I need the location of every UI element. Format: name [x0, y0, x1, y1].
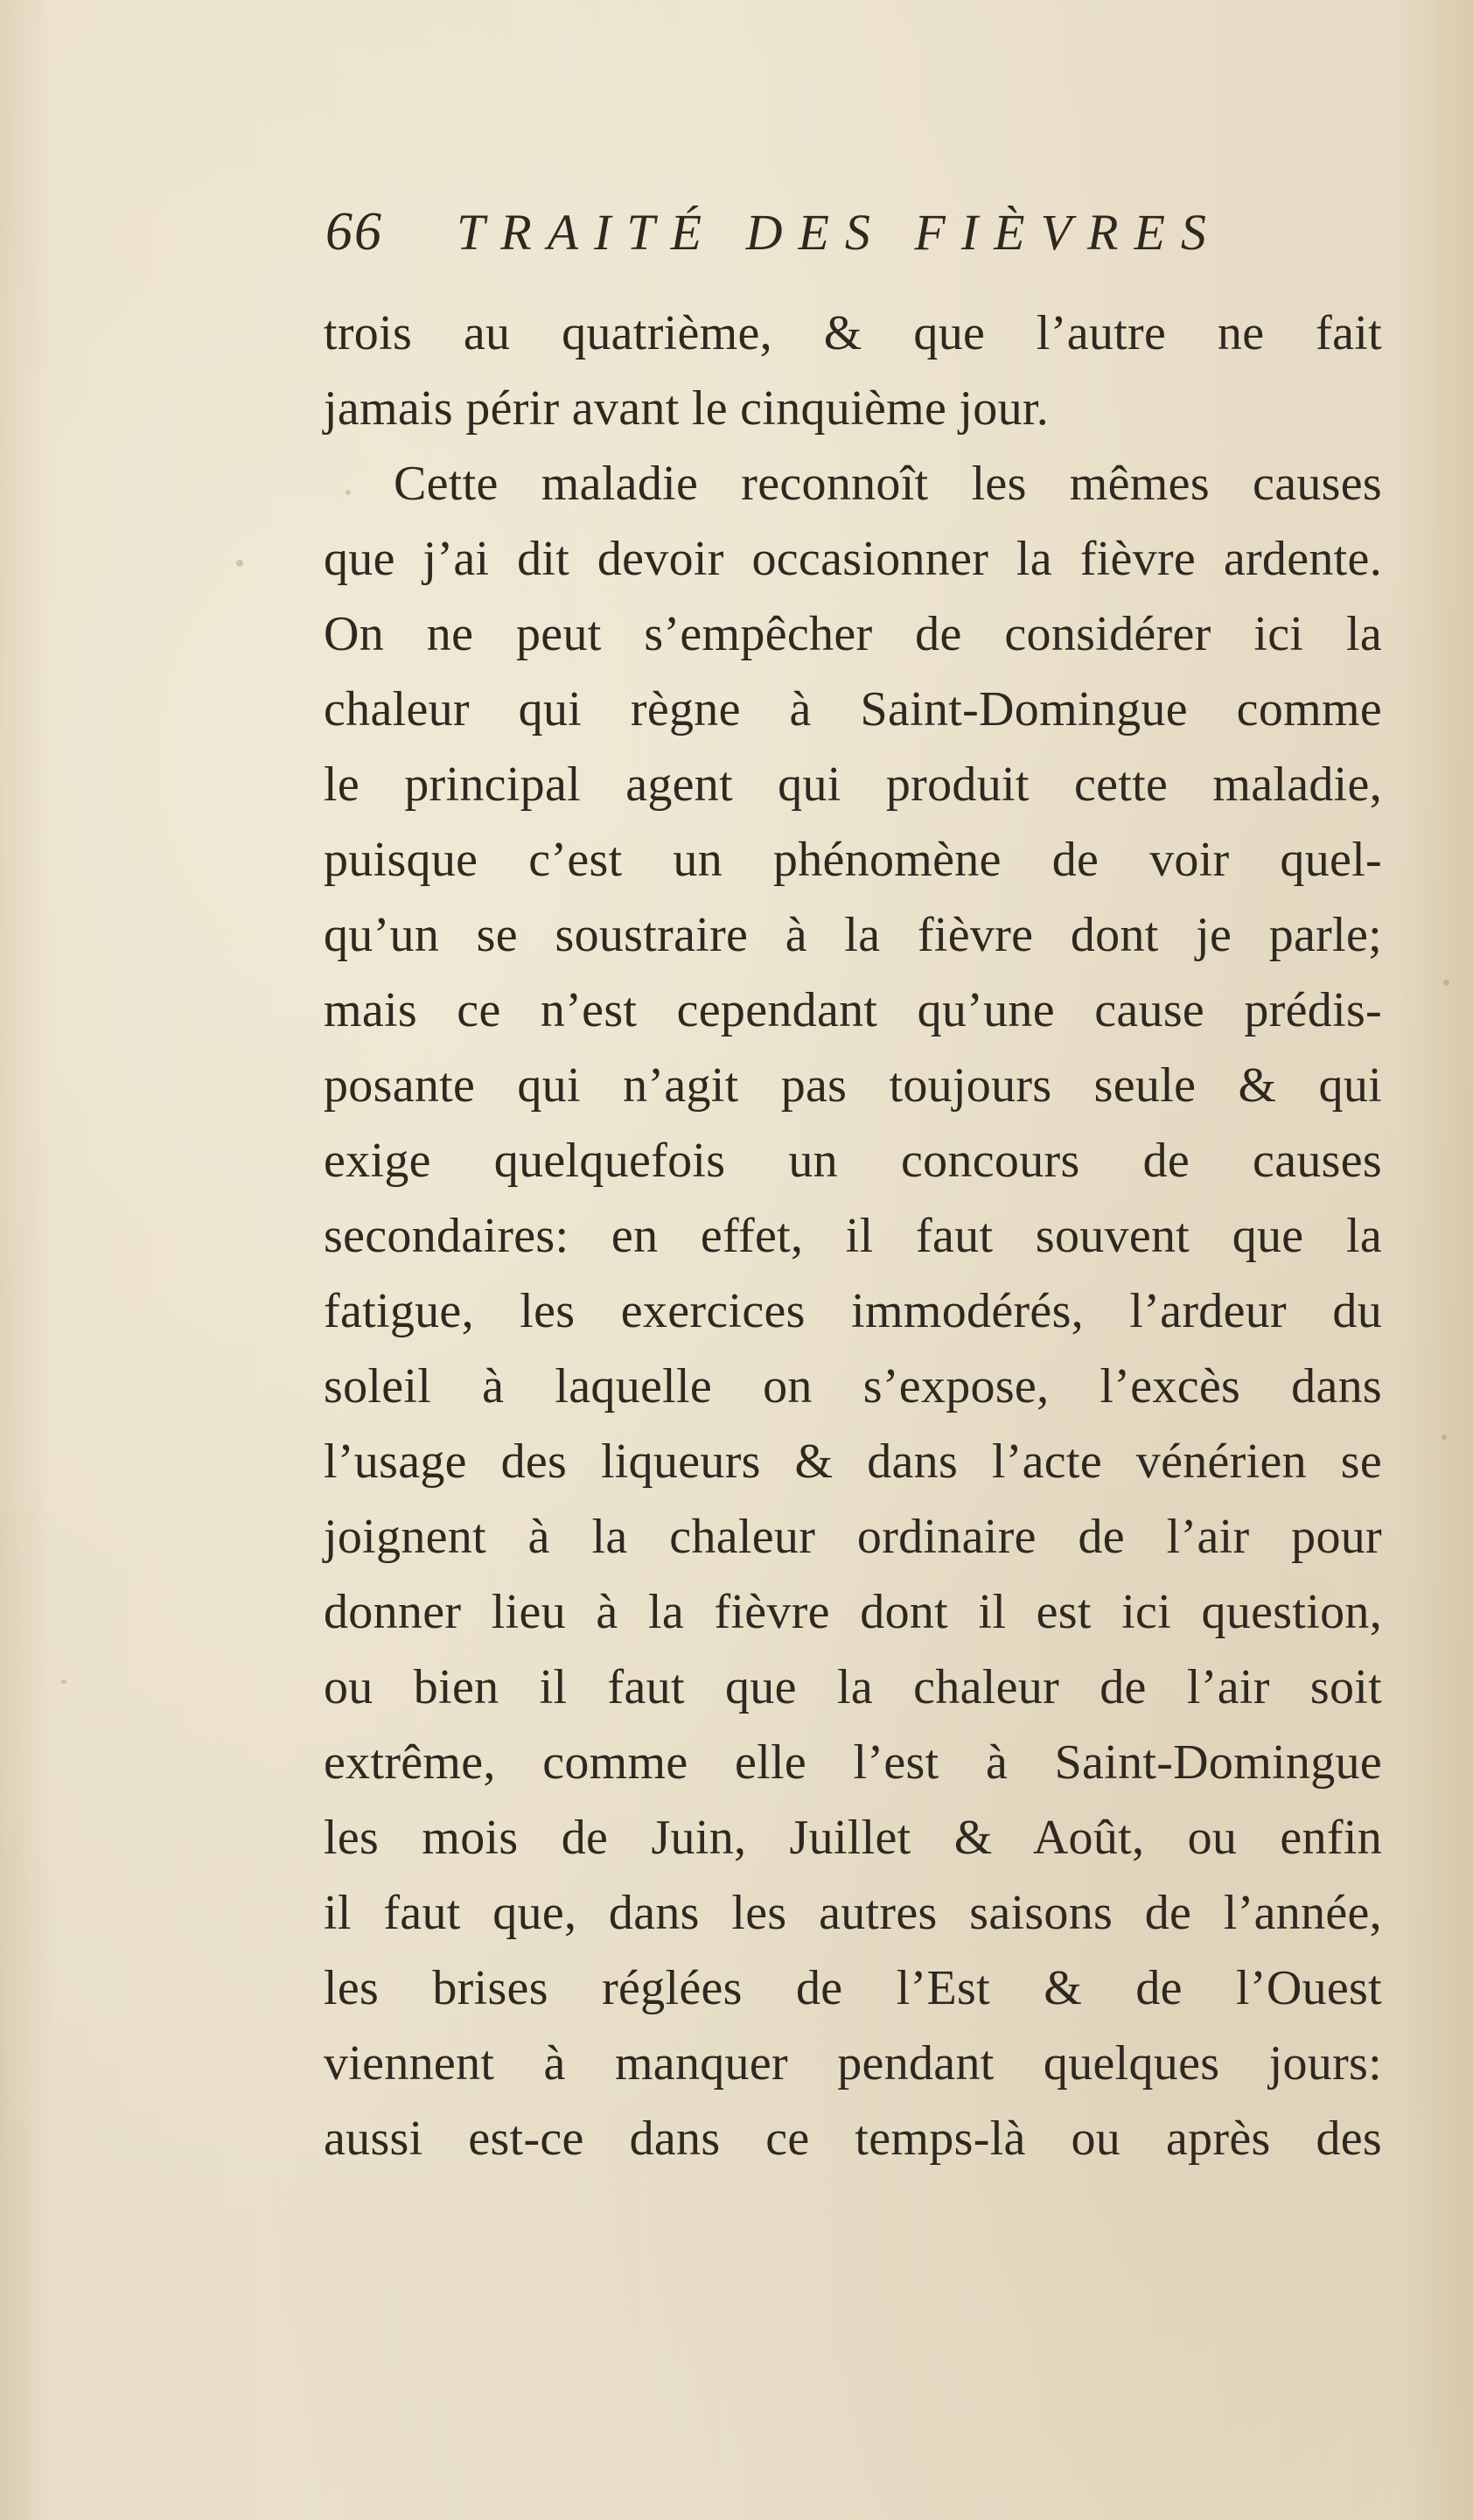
text-line: le principal agent qui produit cette maladie,	[324, 757, 1382, 812]
text-line: trois au quatrième, & que l’autre ne fait	[324, 306, 1382, 360]
text-line: il faut que, dans les autres saisons de l’année,	[324, 1886, 1382, 1940]
text-line: jamais périr avant le cinquième jour.	[324, 381, 1050, 436]
text-line: ou bien il faut que la chaleur de l’air soit	[324, 1660, 1382, 1714]
text-line: chaleur qui règne à Saint-Domingue comme	[324, 682, 1382, 736]
text-line: aussi est-ce dans ce temps-là ou après des	[324, 2112, 1382, 2166]
text-line: mais ce n’est cependant qu’une cause prédis-	[324, 983, 1382, 1037]
text-line: viennent à manquer pendant quelques jours:	[324, 2036, 1382, 2091]
text-line: puisque c’est un phénomène de voir quel-	[324, 833, 1382, 887]
running-title: TRAITÉ DES FIÈVRES	[457, 204, 1222, 261]
text-line: extrême, comme elle l’est à Saint-Domingue	[324, 1735, 1382, 1790]
text-line: secondaires: en effet, il faut souvent que la	[324, 1209, 1382, 1263]
text-line: On ne peut s’empêcher de considérer ici la	[324, 607, 1382, 661]
text-line: exige quelquefois un concours de causes	[324, 1134, 1382, 1188]
paper-speck	[1443, 980, 1449, 986]
paper-speck	[1442, 1435, 1447, 1440]
text-line: Cette maladie reconnoît les mêmes causes	[394, 457, 1382, 511]
text-line: joignent à la chaleur ordinaire de l’air pour	[324, 1510, 1382, 1564]
text-line: qu’un se soustraire à la fièvre dont je parle;	[324, 908, 1382, 962]
page-number: 66	[325, 202, 383, 262]
text-line: donner lieu à la fièvre dont il est ici question,	[324, 1585, 1382, 1639]
text-line: fatigue, les exercices immodérés, l’ardeur du	[324, 1284, 1382, 1338]
text-line: les brises réglées de l’Est & de l’Ouest	[324, 1961, 1382, 2015]
page-header	[325, 201, 1270, 280]
body-text	[324, 296, 1382, 2176]
text-line: l’usage des liqueurs & dans l’acte vénérien se	[324, 1435, 1382, 1489]
text-line: soleil à laquelle on s’expose, l’excès dans	[324, 1359, 1382, 1414]
paper-speck	[236, 560, 243, 567]
paper-speck	[61, 1679, 66, 1684]
text-line: les mois de Juin, Juillet & Août, ou enfin	[324, 1811, 1382, 1865]
text-line: posante qui n’agit pas toujours seule & qui	[324, 1058, 1382, 1113]
text-line: que j’ai dit devoir occasionner la fièvre ardente.	[324, 532, 1382, 586]
